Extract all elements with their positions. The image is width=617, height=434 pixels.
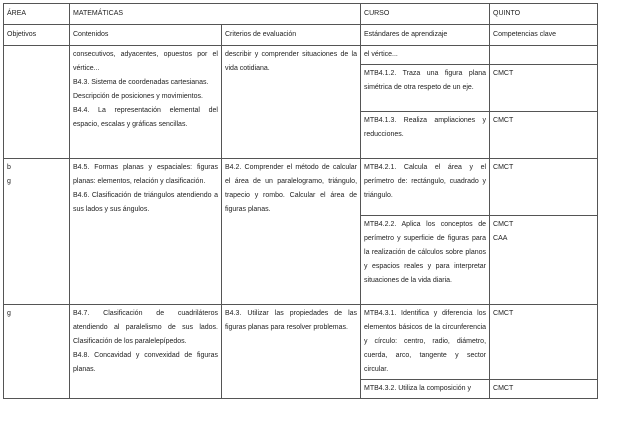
objetivo-item: g	[7, 310, 11, 317]
header-subject: MATEMÁTICAS	[70, 4, 361, 25]
criterios-cell: B4.3. Utilizar las propiedades de las figuras planas para resolver problemas.	[222, 305, 361, 399]
objetivos-cell	[4, 305, 70, 399]
criterios-cell: describir y comprender situaciones de la vida cotidiana.	[222, 46, 361, 159]
estandar-cell: MTB4.1.3. Realiza ampliaciones y reducciones.	[361, 112, 490, 159]
estandar-cell: MTB4.3.1. Identifica y diferencia los elementos básicos de la circunferencia y círculo: centro, radio, diámetro, cuerda, arco, tangente y sector circular.	[361, 305, 490, 380]
contenido-item: B4.6. Clasificación de triángulos atendiendo a sus lados y sus ángulos.	[73, 192, 218, 213]
col-competencias: Competencias clave	[490, 25, 598, 46]
contenido-item: B4.7. Clasificación de cuadriláteros atendiendo al paralelismo de sus lados. Clasificación de los paralelepípedos.	[73, 310, 218, 345]
objetivo-item: g	[7, 178, 11, 185]
contenido-item: B4.4. La representación elemental del espacio, escalas y gráficas sencillas.	[73, 107, 218, 128]
competencia-cell: CMCT	[490, 305, 598, 380]
table-row	[4, 46, 598, 65]
criterios-cell: B4.2. Comprender el método de calcular el área de un paralelogramo, triángulo, trapecio y rombo. Calcular el área de figuras planas.	[222, 159, 361, 305]
competencia-cell: CMCT	[490, 159, 598, 216]
curriculum-document	[3, 3, 614, 399]
col-estandares: Estándares de aprendizaje	[361, 25, 490, 46]
subheader-row	[4, 25, 598, 46]
col-criterios: Criterios de evaluación	[222, 25, 361, 46]
contenido-item: B4.8. Concavidad y convexidad de figuras planas.	[73, 352, 218, 373]
table-row	[4, 159, 598, 216]
contenidos-cell	[70, 159, 222, 305]
estandar-cell: MTB4.2.1. Calcula el área y el perímetro de: rectángulo, cuadrado y triángulo.	[361, 159, 490, 216]
competencia-cell	[490, 46, 598, 65]
contenidos-cell	[70, 305, 222, 399]
competencia-cell: CMCT	[490, 112, 598, 159]
col-contenidos: Contenidos	[70, 25, 222, 46]
estandar-cell: MTB4.1.2. Traza una figura plana simétrica de otra respeto de un eje.	[361, 65, 490, 112]
contenido-item: consecutivos, adyacentes, opuestos por el vértice...	[73, 51, 218, 72]
estandar-cell: el vértice...	[361, 46, 490, 65]
objetivos-cell	[4, 46, 70, 159]
col-objetivos: Objetivos	[4, 25, 70, 46]
estandar-cell: MTB4.2.2. Aplica los conceptos de perímetro y superficie de figuras para la realización de cálculos sobre planos y espacios reales y para interpretar situaciones de la vida diaria.	[361, 216, 490, 305]
header-area: ÁREA	[4, 4, 70, 25]
contenido-item: B4.5. Formas planas y espaciales: figuras planas: elementos, relación y clasificación.	[73, 164, 218, 185]
contenido-item: Descripción de posiciones y movimientos.	[73, 93, 203, 100]
table-row	[4, 305, 598, 380]
objetivos-cell	[4, 159, 70, 305]
competencia-cell: CMCT	[490, 380, 598, 399]
contenido-item: B4.3. Sistema de coordenadas cartesianas.	[73, 79, 209, 86]
contenidos-cell	[70, 46, 222, 159]
curriculum-table	[3, 3, 598, 399]
competencia-cell: CMCT CAA	[490, 216, 598, 305]
header-row	[4, 4, 598, 25]
estandar-cell: MTB4.3.2. Utiliza la composición y	[361, 380, 490, 399]
header-level: QUINTO	[490, 4, 598, 25]
header-course: CURSO	[361, 4, 490, 25]
competencia-cell: CMCT	[490, 65, 598, 112]
objetivo-item: b	[7, 164, 11, 171]
